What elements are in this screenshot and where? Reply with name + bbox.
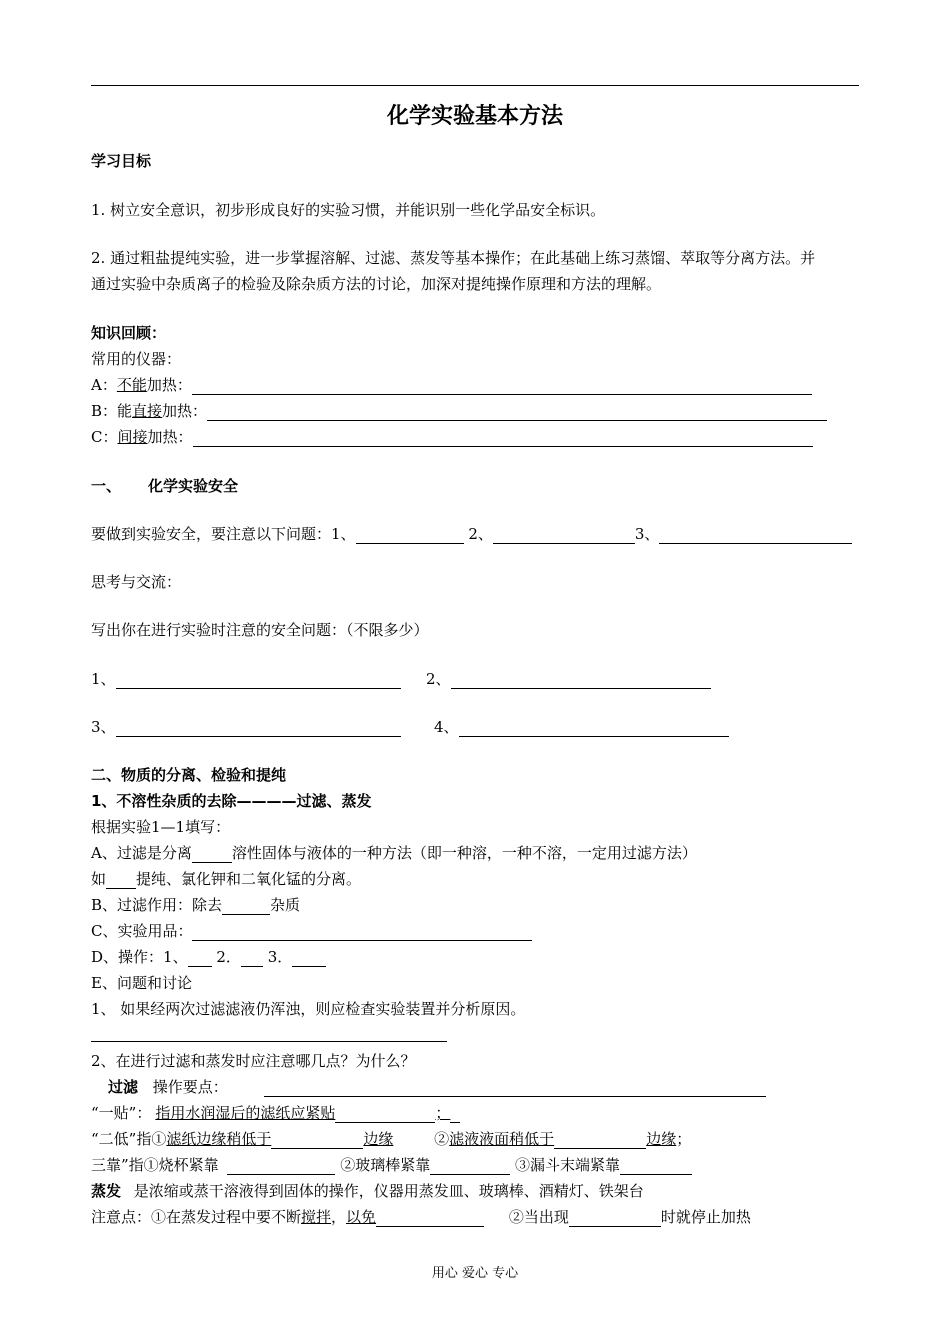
evaporation-text: 是浓缩或蒸干溶液得到固体的操作，仪器用蒸发皿、玻璃棒、酒精灯、铁架台 (133, 1182, 644, 1200)
objective-2-line1: 2. 通过粗盐提纯实验，进一步掌握溶解、过滤、蒸发等基本操作；在此基础上练习蒸馏、萃取等分离方法。并 (91, 249, 816, 267)
section1-title: 化学实验安全 (148, 477, 239, 495)
review-b-suffix: 加热： (162, 402, 208, 420)
filter-operation-2: 2． (216, 948, 241, 966)
three-lean-1: 三靠”指①烧杯紧靠 (91, 1156, 219, 1174)
safety-num-2: 2、 (468, 525, 493, 543)
filter-label: 过滤 (108, 1078, 139, 1096)
review-b-underlined: 直接 (132, 402, 163, 420)
answer-2-label: 2、 (426, 670, 451, 688)
one-stick (91, 1103, 460, 1123)
answer-3-blank[interactable] (116, 720, 401, 737)
two-low-paper: 滤纸边缘稍低于 (166, 1130, 272, 1148)
problems-discussion: E、问题和讨论 (91, 974, 192, 992)
filter-def-blank[interactable] (192, 846, 232, 863)
objective-1: 1. 树立安全意识，初步形成良好的实验习惯，并能识别一些化学品安全标识。 (91, 201, 606, 219)
objectives-heading: 学习目标 (91, 152, 152, 170)
filter-supplies-label: C、实验用品： (91, 922, 193, 940)
two-low-liquid: 滤液液面稍低于 (449, 1130, 555, 1148)
review-a (91, 375, 812, 395)
answer-3 (91, 717, 401, 737)
evaporation (91, 1181, 644, 1201)
page-title: 化学实验基本方法 (386, 104, 563, 129)
notes-3: 时就停止加热 (660, 1208, 751, 1226)
review-b-prefix: B：能 (91, 402, 133, 420)
safety-attention (91, 524, 852, 544)
evaporation-notes (91, 1207, 751, 1227)
two-low-edge-2: 边缘 (646, 1130, 677, 1148)
two-low-blank-1[interactable] (271, 1132, 363, 1149)
answer-3-label: 3、 (91, 718, 116, 736)
write-safety: 写出你在进行实验时注意的安全问题：（不限多少） (91, 621, 429, 639)
evaporation-label: 蒸发 (91, 1182, 122, 1200)
one-stick-tail (450, 1106, 460, 1123)
safety-attention-text: 要做到实验安全，要注意以下问题：1、 (91, 525, 356, 543)
filter-purpose (91, 895, 300, 915)
filter-operation-3: 3． (267, 948, 293, 966)
notes-1: 注意点：①在蒸发过程中要不断 (91, 1208, 302, 1226)
one-stick-blank[interactable] (335, 1106, 435, 1123)
filter-purpose-blank[interactable] (222, 898, 270, 915)
three-lean-blank-2[interactable] (430, 1158, 510, 1175)
filter-example (91, 869, 361, 889)
notes-avoid: 以免 (346, 1208, 377, 1226)
filter-points-label: 操作要点： (152, 1078, 228, 1096)
review-c-prefix: C： (91, 428, 118, 446)
two-low-blank-2[interactable] (554, 1132, 646, 1149)
filter-points (108, 1077, 766, 1097)
three-lean-2: ②玻璃棒紧靠 (340, 1156, 431, 1174)
review-b (91, 401, 827, 421)
filter-operation (91, 947, 326, 967)
think-exchange: 思考与交流： (91, 573, 182, 591)
filter-example-a: 如 (91, 870, 107, 888)
one-stick-end: ； (435, 1104, 451, 1122)
review-sub: 常用的仪器： (91, 350, 182, 368)
review-c (91, 427, 813, 447)
two-low-edge-1: 边缘 (363, 1130, 394, 1148)
review-a-underlined: 不能 (116, 376, 147, 394)
section2-sub1: 1、不溶性杂质的去除————过滤、蒸发 (91, 792, 372, 810)
review-c-underlined: 间接 (117, 428, 148, 446)
filter-example-blank[interactable] (106, 872, 136, 889)
notes-stir: 搅拌 (301, 1208, 332, 1226)
filter-def-a: A、过滤是分离 (91, 844, 192, 862)
operation-blank-3[interactable] (292, 950, 326, 967)
answer-2 (426, 669, 711, 689)
filter-example-b: 提纯、氯化钾和二氧化锰的分离。 (136, 870, 362, 888)
question-1-answer-line[interactable] (91, 1041, 447, 1042)
answer-1-label: 1、 (91, 670, 116, 688)
filter-points-blank[interactable] (264, 1080, 766, 1097)
safety-num-3: 3、 (634, 525, 660, 543)
section2-title: 二、物质的分离、检验和提纯 (91, 766, 287, 784)
answer-4-blank[interactable] (459, 720, 729, 737)
filter-operation-1: D、操作：1、 (91, 948, 188, 966)
question-2: 2、在进行过滤和蒸发时应注意哪几点？为什么？ (91, 1052, 416, 1070)
review-a-suffix: 加热： (146, 376, 192, 394)
two-low-end: ； (676, 1130, 692, 1148)
two-low (91, 1129, 691, 1149)
three-lean-blank-3[interactable] (620, 1158, 692, 1175)
safety-blank-3[interactable] (659, 527, 852, 544)
three-lean (91, 1155, 692, 1175)
notes-2: ②当出现 (508, 1208, 569, 1226)
notes-comma: ， (331, 1208, 347, 1226)
filter-supplies-blank[interactable] (192, 924, 532, 941)
review-b-blank[interactable] (207, 404, 827, 421)
filter-purpose-a: B、过滤作用：除去 (91, 896, 223, 914)
review-c-suffix: 加热： (147, 428, 193, 446)
three-lean-3: ③漏斗末端紧靠 (515, 1156, 621, 1174)
section2-basis: 根据实验1—1填写： (91, 818, 231, 836)
answer-4 (434, 717, 729, 737)
safety-blank-2[interactable] (493, 527, 635, 544)
section1-number: 一、 (91, 477, 122, 495)
question-1: 1、 如果经两次过滤滤液仍浑浊，则应检查实验装置并分析原因。 (91, 1000, 526, 1018)
notes-blank-1[interactable] (376, 1210, 484, 1227)
two-low-label: “二低”指① (91, 1130, 167, 1148)
one-stick-label: “一贴”： (91, 1104, 152, 1122)
top-rule (91, 85, 859, 86)
review-a-blank[interactable] (192, 378, 812, 395)
answer-1 (91, 669, 401, 689)
filter-def-b: 溶性固体与液体的一种方法（即一种溶，一种不溶，一定用过滤方法） (231, 844, 697, 862)
three-lean-blank-1[interactable] (227, 1158, 335, 1175)
filter-supplies (91, 921, 532, 941)
answer-1-blank[interactable] (116, 672, 401, 689)
footer: 用心 爱心 专心 (431, 1266, 519, 1281)
notes-blank-2[interactable] (569, 1210, 661, 1227)
objective-2-line2: 通过实验中杂质离子的检验及除杂质方法的讨论，加深对提纯操作原理和方法的理解。 (91, 275, 662, 293)
safety-blank-1[interactable] (356, 527, 464, 544)
answer-2-blank[interactable] (451, 672, 711, 689)
two-low-num-2: ② (434, 1130, 450, 1148)
review-heading: 知识回顾： (91, 324, 167, 342)
answer-4-label: 4、 (434, 718, 459, 736)
one-stick-text: 指用水润湿后的滤纸应紧贴 (155, 1104, 336, 1122)
review-c-blank[interactable] (193, 430, 813, 447)
filter-def (91, 843, 697, 863)
review-a-prefix: A： (91, 376, 117, 394)
operation-blank-1[interactable] (188, 950, 212, 967)
operation-blank-2[interactable] (241, 950, 263, 967)
filter-purpose-b: 杂质 (270, 896, 301, 914)
